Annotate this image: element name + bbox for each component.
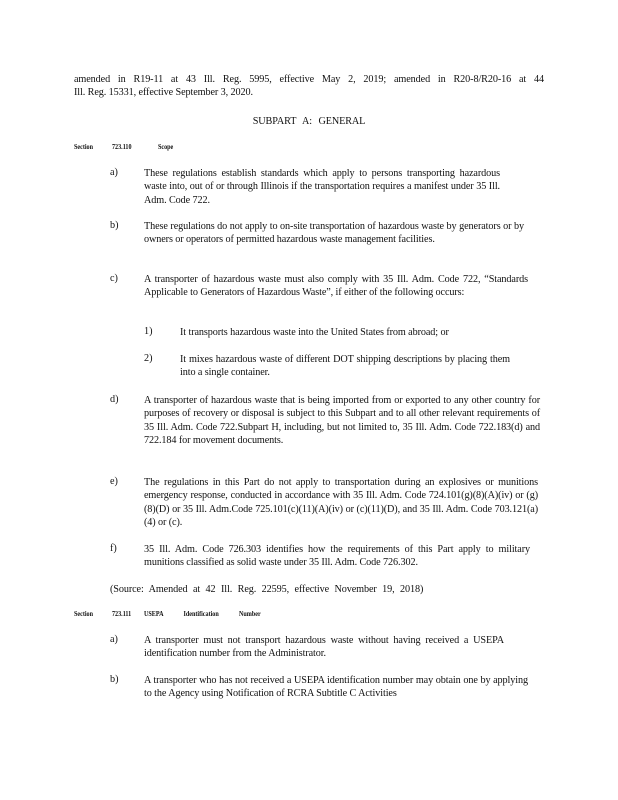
section-title: Scope (158, 143, 174, 151)
section-label: Section (74, 610, 94, 618)
subpart-title: SUBPART A: GENERAL (252, 116, 366, 127)
item-label: f) (110, 543, 117, 554)
paragraph-f: 35 Ill. Adm. Code 726.303 identifies how the requirements of this Part apply to military munitions classified as solid waste under 35 Ill. Adm. Code 726.302. (144, 544, 530, 569)
paragraph-b: These regulations do not apply to on-site transportation of hazardous waste by generators or by owners or operators of permitted hazardous waste management facilities. (144, 221, 524, 246)
subitem-label: 2) (144, 353, 153, 364)
subitem-label: 1) (144, 326, 153, 337)
item-label: a) (110, 167, 118, 178)
source-note: (Source: Amended at 42 Ill. Reg. 22595, effective November 19, 2018) (110, 584, 424, 595)
paragraph-c-1: It transports hazardous waste into the United States from abroad; or (180, 327, 449, 338)
section-number: 723.111 (112, 610, 132, 618)
item-label: a) (110, 634, 118, 645)
paragraph-a: These regulations establish standards which apply to persons transporting hazardous waste into, out of or through Illinois if the transportation requires a manifest under 35 Ill. Adm. Code 722. (144, 168, 500, 206)
item-label: b) (110, 220, 119, 231)
paragraph-c: A transporter of hazardous waste must also comply with 35 Ill. Adm. Code 722, “Standards Applicable to Generators of Hazardous Waste”, if either of the following occurs: (144, 274, 528, 299)
amendment-history (74, 73, 544, 100)
item-label: b) (110, 674, 119, 685)
section-number: 723.110 (112, 143, 132, 151)
paragraph-e: The regulations in this Part do not apply to transportation during an explosives or munitions emergency response, conducted in accordance with 35 Ill. Adm. Code 724.101(g)(8)(A)(iv) or (g)(8)(D) or 35 Ill. Adm.Code 725.101(c)(11)(A)(iv) or (c)(11)(D), and 35 Ill. Adm. Code 703.121(a)(4) or (c). (144, 477, 538, 529)
amendment-line-2: Ill. Reg. 15331, effective September 3, 2020. (74, 87, 253, 99)
paragraph-d: A transporter of hazardous waste that is being imported from or exported to any other country for purposes of recovery or disposal is subject to this Subpart and to all other relevant requirements of 35 Ill. Adm. Code 722.Subpart H, including, but not limited to, 35 Ill. Adm. Code 722.183(d) and 722.184 for movement documents. (144, 395, 540, 447)
amendment-line-1: amended in R19-11 at 43 Ill. Reg. 5995, effective May 2, 2019; amended in R20-8/R20-16 at 44 (74, 74, 544, 85)
paragraph-111-a: A transporter must not transport hazardous waste without having received a USEPA identification number from the Administrator. (144, 635, 504, 660)
paragraph-111-b: A transporter who has not received a USEPA identification number may obtain one by applying to the Agency using Notification of RCRA Subtitle C Activities (144, 675, 528, 700)
item-label: c) (110, 273, 118, 284)
paragraph-c-2: It mixes hazardous waste of different DOT shipping descriptions by placing them into a single container. (180, 354, 510, 379)
section-title: USEPA Identification Number (144, 610, 261, 618)
section-label: Section (74, 143, 94, 151)
item-label: d) (110, 394, 119, 405)
item-label: e) (110, 476, 118, 487)
